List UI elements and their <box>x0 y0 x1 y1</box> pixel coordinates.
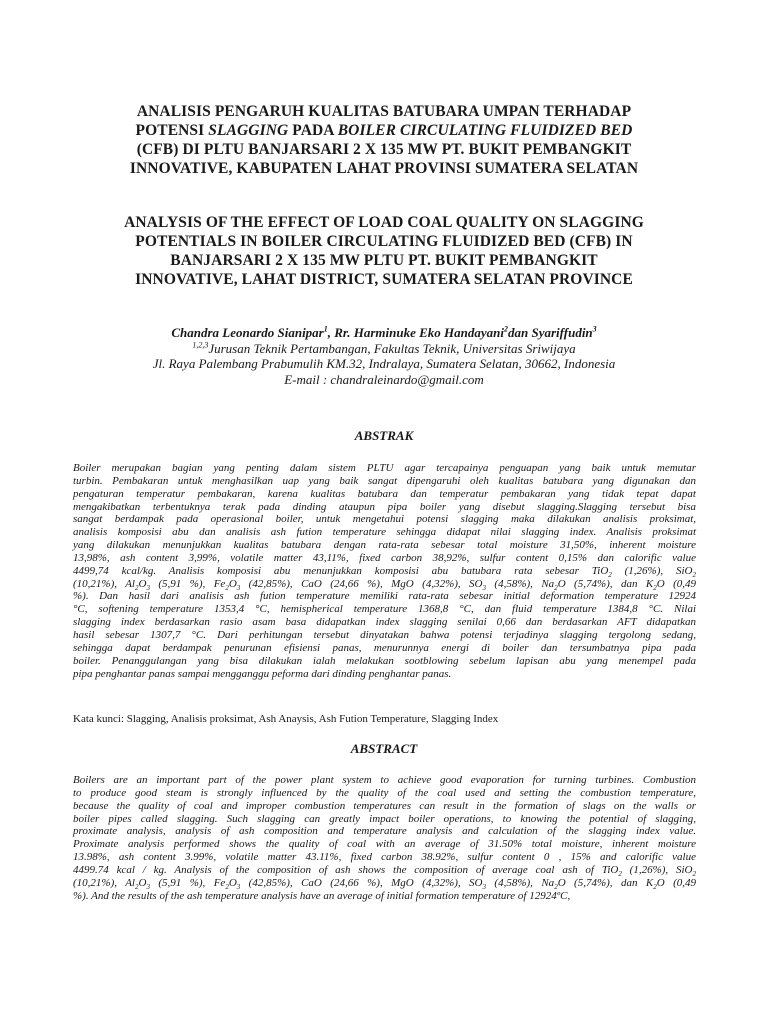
subscript: 3 <box>482 583 487 592</box>
title-line: POTENTIALS IN BOILER CIRCULATING FLUIDIZED BED (CFB) IN <box>135 233 633 250</box>
abstract-line: 13,98%, ash content 3,99%, volatile matter 43,11%, fixed carbon 38,92%, sulfur content 0,15% dan calorific value <box>73 551 696 564</box>
author-3-sup: 3 <box>592 324 597 334</box>
title-line: INNOVATIVE, LAHAT DISTRICT, SUMATERA SELATAN PROVINCE <box>135 271 633 288</box>
author-block <box>74 325 694 387</box>
affiliation <box>74 341 694 357</box>
title-line <box>74 121 694 140</box>
abstract-line: yang dilakukan menunjukkan kualitas batubara dengan rata-rata sebesar total moisture 31,50%, inherent moisture <box>73 539 696 552</box>
abstract-line: slagging index berdasarkan rasio asam basa didapatkan index slagging senilai 0,66 dan berdasarkan AFT didapatkan <box>73 616 696 629</box>
abstract-line: Boilers are an important part of the power plant system to achieve good evaporation for turning turbines. Combustion <box>73 774 696 786</box>
abstract-line: sangat berdampak pada operasional boiler, untuk mengetahui potensi slagging maka dilakukan analisis proksimat, <box>73 513 696 526</box>
abstract-line: Boiler merupakan bagian yang penting dalam sistem PLTU agar tercapainya penguapan yang baik untuk memutar <box>73 462 696 474</box>
abstract-line: pipa penghantar panas sampai mengganggu peforma dari dinding penghantar panas. <box>73 667 452 680</box>
title-line: BANJARSARI 2 X 135 MW PLTU PT. BUKIT PEMBANGKIT <box>170 252 598 269</box>
subscript: 3 <box>236 882 241 891</box>
subscript: 2 <box>653 583 657 592</box>
title-line <box>74 102 694 121</box>
abstrak-body <box>73 462 696 680</box>
subscript: 2 <box>653 882 657 891</box>
title-segment: (CFB) DI PLTU BANJARSARI 2 X 135 MW PT. BUKIT PEMBANGKIT <box>136 141 632 158</box>
subscript: 2 <box>135 882 139 891</box>
title-english <box>74 213 694 289</box>
title-segment: ANALISIS PENGARUH KUALITAS BATUBARA UMPAN TERHADAP <box>136 103 632 120</box>
abstract-line: analisis komposisi abu dan analisis ash fution temperature sehingga didapat nilai slagging index. Analisis proksimat <box>73 526 696 539</box>
title-line <box>74 140 694 159</box>
abstract-line: 4499,74 kcal/kg. Analisis komposisi abu menunjukkan komposisi abu batubara rata sebesar TiO$_2$ (1,26%), SiO$_2$ <box>73 564 696 579</box>
title-segment: POTENSI <box>135 122 209 139</box>
abstract-line: hasil sebesar 1307,7 °C. Dari perhitungan tersebut dinyatakan bahwa potensi terjadinya slagging tergolong sedang, <box>73 628 696 641</box>
keywords: Kata kunci: Slagging, Analisis proksimat, Ash Anaysis, Ash Fution Temperature, Slagging Index <box>73 713 499 725</box>
subscript: 3 <box>146 583 150 592</box>
author-3: dan Syariffudin <box>508 325 593 340</box>
abstract-line: (10,21%), $Al_2O_3$ (5,91 %), $Fe_2O_3$ (42,85%), CaO (24,66 %), MgO (4,32%), $SO_3$ (4,58%), $Na_2O$ (5,74%), dan $K_2O$ (0,49 <box>73 876 696 891</box>
subscript: 2 <box>225 882 229 891</box>
abstract-line: 4499.74 kcal / kg. Analysis of the composition of ash shows the composition of average coal ash of TiO$_2$ (1,26%), SiO$_2$ <box>73 863 697 879</box>
abstract-line: 13.98%, ash content 3.99%, volatile matter 43.11%, fixed carbon 38.92%, sulfur content 0 , 15% and calorific value <box>73 851 696 864</box>
title-segment: INNOVATIVE, KABUPATEN LAHAT PROVINSI SUMATERA SELATAN <box>129 160 639 177</box>
subscript: 2 <box>692 870 697 879</box>
author-2-sup: 2 <box>504 324 509 334</box>
title-line <box>74 159 694 178</box>
abstract-line: boiler pipes called slagging. Such slagging can greatly impact boiler operations, to knowing the potential of slagging, <box>73 812 696 825</box>
title-segment: BOILER CIRCULATING FLUIDIZED BED <box>337 122 633 139</box>
abstract-heading: ABSTRACT <box>350 741 418 756</box>
abstract-line: pengaturan temperatur pembakaran, karena kualitas batubara dan temperatur pembakaran yang tidak tepat dapat <box>73 487 696 500</box>
abstract-line: Proximate analysis performed shows the quality of coal with an average of 31.50% total moisture, inherent moisture <box>73 838 696 851</box>
abstract-line: proximate analysis, analysis of ash composition and temperature analysis and calculation of the slagging index value. <box>73 825 696 838</box>
title-segment: SLAGGING <box>208 122 289 139</box>
abstract-line: boiler. Penanggulangan yang bisa dilakukan ialah melakukan sootblowing sebelum lapisan abu yang menempel pada <box>73 654 696 667</box>
title-segment: PADA <box>288 122 338 139</box>
abstract-line: %). Dan hasil dari analisis ash fution temperature memiliki rata-rata sebesar initial deformation temperature 12924 <box>73 590 696 603</box>
address: Jl. Raya Palembang Prabumulih KM.32, Indralaya, Sumatera Selatan, 30662, Indonesia <box>152 356 616 371</box>
title-indonesian <box>74 102 694 178</box>
author-1-sup: 1 <box>323 324 328 334</box>
abstract-line: %). And the results of the ash temperature analysis have an average of initial formation temperature of 12924ºC, <box>73 889 571 902</box>
abstract-line: because the quality of coal and improper combustion temperatures can result in the formation of slags on the walls or <box>73 799 696 812</box>
subscript: 2 <box>692 570 696 579</box>
title-line: ANALYSIS OF THE EFFECT OF LOAD COAL QUALITY ON SLAGGING <box>124 214 644 231</box>
subscript: 3 <box>236 583 241 592</box>
abstrak-heading: ABSTRAK <box>354 428 414 443</box>
abstract-line: (10,21%), $Al_2O_3$ (5,91 %), $Fe_2O_3$ (42,85%), CaO (24,66 %), MgO (4,32%), $SO_3$ (4,58%), $Na_2O$ (5,74%), dan $K_2O$ (0,49 <box>73 577 696 592</box>
subscript: 2 <box>554 583 558 592</box>
subscript: 3 <box>482 882 487 891</box>
affiliation-text: Jurusan Teknik Pertambangan, Fakultas Teknik, Universitas Sriwijaya <box>208 340 576 356</box>
subscript: 2 <box>225 583 229 592</box>
author-1: Chandra Leonardo Sianipar <box>171 325 324 340</box>
subscript: 2 <box>135 583 139 592</box>
affiliation-sup: 1,2,3 <box>192 340 209 350</box>
abstract-line: sehingga dapat berdampak penurunan efisiensi panas, menurunnya energi di boiler dan tersumbatnya pipa pada <box>73 641 696 654</box>
author-2: , Rr. Harminuke Eko Handayani <box>327 325 505 340</box>
abstract-line: turbin. Pembakaran untuk menghasilkan uap yang baik sangat dipengaruhi oleh kualitas batubara yang digunakan dan <box>73 474 696 487</box>
author-names <box>74 325 694 341</box>
subscript: 2 <box>618 870 622 879</box>
abstract-line: °C, softening temperature 1353,4 °C, hemispherical temperature 1368,8 °C, dan fluid temperature 1384,8 °C. Nilai <box>73 603 696 616</box>
abstract-line: mengakibatkan terbentuknya terak pada dinding ataupun pipa boiler yang disebut slagging.Slagging tersebut bisa <box>73 500 696 513</box>
abstract-body <box>73 774 696 902</box>
abstract-line: to produce good steam is strongly influenced by the quality of the coal used and setting the combustion temperature, <box>73 786 696 799</box>
email: E-mail : chandraleinardo@gmail.com <box>284 371 484 387</box>
subscript: 3 <box>146 882 150 891</box>
subscript: 2 <box>608 570 612 579</box>
subscript: 2 <box>554 882 558 891</box>
